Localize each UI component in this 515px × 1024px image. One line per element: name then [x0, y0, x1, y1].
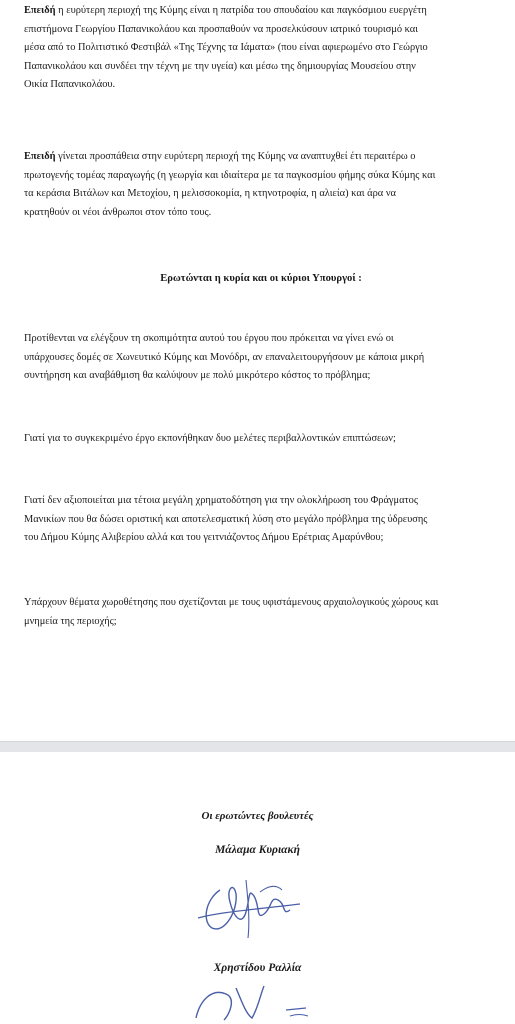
paragraph-1-line-2: επιστήμονα Γεωργίου Παπανικολάου και προσπαθούν να προσελκύσουν ιατρικό τουρισμό και: [24, 23, 419, 35]
signature-1-icon: [190, 860, 320, 940]
question-4: [24, 594, 498, 631]
question-3-line-2: Μανικίων που θα δώσει οριστική και αποτελεσματική λύση στο μεγάλο πρόβλημα της ύδρευσης: [24, 513, 428, 525]
document-page-2: [0, 752, 515, 1024]
question-1-line-1: Προτίθενται να ελέγξουν τη σκοπιμότητα αυτού του έργου που πρόκειται να γίνει ενώ οι: [24, 333, 394, 344]
question-3: [24, 492, 498, 548]
question-4-line-2: μνημεία της περιοχής;: [24, 615, 117, 627]
paragraph-2-line-2: πρωτογενής τομέας παραγωγής (η γεωργία και ιδιαίτερα με τα παγκοσμίου φήμης σύκα Κύμης και: [24, 169, 436, 181]
paragraph-1-line-5: Οικία Παπανικολάου.: [24, 79, 116, 91]
paragraph-2-line-1: Επειδή γίνεται προσπάθεια στην ευρύτερη περιοχή της Κύμης να αναπτυχθεί έτι περαιτέρω ο: [24, 151, 416, 162]
paragraph-1-line-1: Επειδή η ευρύτερη περιοχή της Κύμης είναι η πατρίδα του σπουδαίου και παγκόσμιου ευεργέτη: [24, 5, 427, 16]
question-4-line-1: Υπάρχουν θέματα χωροθέτησης που σχετίζονται με τους υφιστάμενους αρχαιολογικούς χώρους και: [24, 597, 439, 608]
paragraph-2-lead: Επειδή: [24, 151, 56, 162]
question-3-line-3: του Δήμου Κύμης Αλιβερίου αλλά και του γειτνιάζοντος Δήμου Ερέτριας Αμαρύνθου;: [24, 532, 384, 544]
question-1-line-3: συντήρηση και αναβάθμιση θα καλύψουν με πολύ μικρότερο κόστος το πρόβλημα;: [24, 370, 371, 382]
question-3-line-1: Γιατί δεν αξιοποιείται μια τέτοια μεγάλη χρηματοδότηση για την ολοκλήρωση του Φράγματος: [24, 495, 418, 506]
question-2-line-1: Γιατί για το συγκεκριμένο έργο εκπονήθηκαν δυο μελέτες περιβαλλοντικών επιπτώσεων;: [24, 433, 396, 444]
paragraph-2-line-4: κρατηθούν οι νέοι άνθρωποι στον τόπο τους.: [24, 206, 212, 218]
signatory-name-2: Χρηστίδου Ραλλία: [213, 962, 302, 974]
question-2: [24, 430, 498, 449]
signature-2-icon: [190, 978, 330, 1024]
paragraph-2: [24, 148, 498, 222]
signatory-name-1: Μάλαμα Κυριακή: [215, 844, 300, 856]
paragraph-1: [24, 2, 498, 95]
paragraph-1-line-3: μέσα από το Πολιτιστικό Φεστιβάλ «Της Τέχνης τα Ιάματα» (που είναι αφιερωμένο στο Γεώργιο: [24, 42, 428, 54]
paragraph-1-line-4: Παπανικολάου και συνδέει την τέχνη με την υγεία) και μέσω της δημιουργίας Μουσείου στην: [24, 60, 416, 72]
paragraph-1-lead: Επειδή: [24, 5, 56, 16]
question-1: [24, 330, 498, 386]
paragraph-2-line-3: τα κεράσια Βιτάλων και Μετοχίου, η μελισσοκομία, η κτηνοτροφία, η αλιεία) και άρα να: [24, 188, 396, 200]
question-1-line-2: υπάρχουσες δομές σε Χωνευτικό Κύμης και Μονόδρι, αν επαναλειτουργήσουν με κάποια μικρή: [24, 351, 425, 363]
signatories-title: Οι ερωτώντες βουλευτές: [201, 810, 314, 822]
questions-heading: Ερωτώνται η κυρία και οι κύριοι Υπουργοί :: [160, 273, 362, 284]
